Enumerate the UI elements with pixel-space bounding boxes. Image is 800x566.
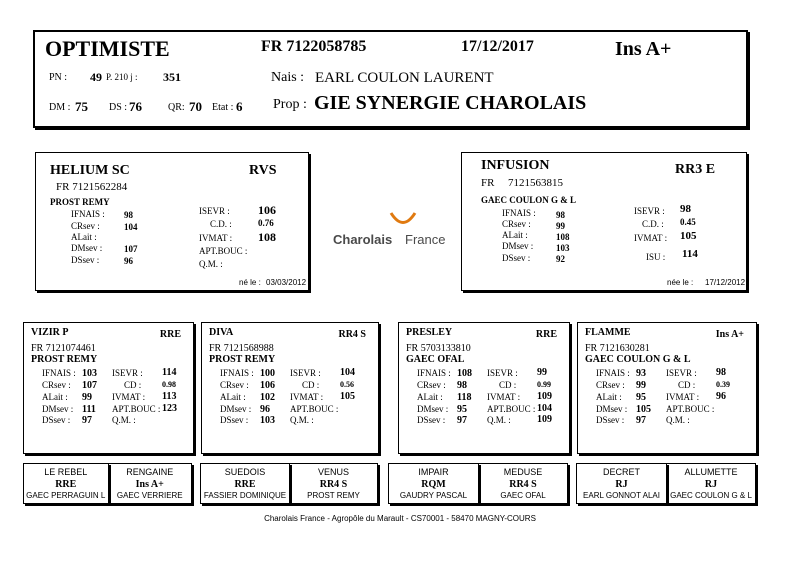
gp-cd-label: CD : bbox=[678, 380, 696, 390]
dam-cd: 0.45 bbox=[680, 217, 696, 227]
dam-born-label: née le : bbox=[667, 278, 694, 287]
dm-label: DM : bbox=[49, 102, 71, 113]
gp-ivmat: 96 bbox=[716, 391, 726, 402]
etat-label: Etat : bbox=[212, 102, 234, 113]
dam-isu-label: ISU : bbox=[646, 252, 666, 262]
gp-qm-label: Q.M. : bbox=[112, 415, 136, 425]
gp-aptbouc-label: APT.BOUC : bbox=[487, 404, 536, 414]
gp-alait: 102 bbox=[260, 392, 275, 403]
gp-dmsev-label: DMsev : bbox=[220, 404, 252, 414]
gp-crsev-label: CRsev : bbox=[42, 380, 71, 390]
gp-alait: 118 bbox=[457, 392, 472, 403]
main-animal-card bbox=[33, 30, 748, 128]
ancestor-name: SUEDOIS bbox=[224, 467, 266, 477]
sire-card bbox=[35, 152, 309, 291]
gp-isevr-label: ISEVR : bbox=[666, 368, 697, 378]
gp-aptbouc: 123 bbox=[162, 403, 177, 414]
sire-ivmat: 108 bbox=[258, 230, 276, 244]
sire-ifnais: 98 bbox=[124, 210, 133, 220]
pn-label: PN : bbox=[49, 72, 68, 83]
gp-alait: 95 bbox=[636, 392, 646, 403]
gp-ivmat-label: IVMAT : bbox=[666, 392, 700, 402]
animal-grade: Ins A+ bbox=[615, 38, 672, 60]
gp-id: FR 7121074461 bbox=[31, 343, 96, 354]
ancestor-breeder: GAUDRY PASCAL bbox=[399, 491, 468, 500]
dam-ivmat-label: IVMAT : bbox=[634, 233, 668, 243]
dam-alait: 108 bbox=[556, 232, 570, 242]
gp-dmsev: 96 bbox=[260, 404, 270, 415]
ancestor-grade: RQM bbox=[421, 479, 446, 490]
gp-dmsev-label: DMsev : bbox=[596, 404, 628, 414]
ancestor-grade: RJ bbox=[615, 479, 628, 490]
gp-id: FR 7121568988 bbox=[209, 343, 274, 354]
p210-value: 351 bbox=[163, 70, 181, 84]
grandsire-paternal-card bbox=[23, 322, 194, 454]
granddam-paternal-card bbox=[201, 322, 379, 454]
gp-crsev-label: CRsev : bbox=[417, 380, 446, 390]
gp-breeder: PROST REMY bbox=[209, 354, 276, 365]
gp-ifnais: 108 bbox=[457, 368, 472, 379]
ancestor-cell bbox=[289, 463, 378, 504]
ancestor-grade: RR4 S bbox=[319, 479, 348, 490]
dam-ifnais-label: IFNAIS : bbox=[502, 208, 536, 218]
gp-cd-label: CD : bbox=[499, 380, 517, 390]
qr-label: QR: bbox=[168, 102, 185, 113]
logo-swoosh-icon bbox=[388, 210, 418, 232]
ancestor-cell bbox=[666, 463, 756, 504]
ancestor-cell bbox=[478, 463, 568, 504]
gp-dmsev-label: DMsev : bbox=[42, 404, 74, 414]
gp-name: VIZIR P bbox=[31, 327, 69, 338]
logo-text-left: Charolais bbox=[333, 232, 393, 247]
gp-dmsev: 95 bbox=[457, 404, 467, 415]
gp-dmsev-label: DMsev : bbox=[417, 404, 449, 414]
grandsire-maternal-card bbox=[398, 322, 570, 454]
sire-ivmat-label: IVMAT : bbox=[199, 233, 233, 243]
dam-cd-label: C.D. : bbox=[642, 219, 664, 229]
ancestor-name: ALLUMETTE bbox=[684, 467, 738, 477]
granddam-maternal-card bbox=[577, 322, 757, 454]
prop-label: Prop : bbox=[273, 97, 307, 112]
gp-ivmat: 109 bbox=[537, 391, 552, 402]
ancestor-grade: Ins A+ bbox=[135, 479, 164, 490]
gp-ifnais: 103 bbox=[82, 368, 97, 379]
sire-breeder: PROST REMY bbox=[50, 197, 110, 207]
qr-value: 70 bbox=[189, 99, 202, 114]
gp-ifnais: 100 bbox=[260, 368, 275, 379]
sire-dssev-label: DSsev : bbox=[71, 255, 100, 265]
gp-cd: 0.99 bbox=[537, 380, 551, 389]
sire-alait-label: ALait : bbox=[71, 232, 97, 242]
dam-isevr-label: ISEVR : bbox=[634, 206, 665, 216]
gp-qm-label: Q.M. : bbox=[666, 415, 690, 425]
logo-text-right: France bbox=[405, 232, 446, 247]
animal-date: 17/12/2017 bbox=[461, 38, 534, 55]
ancestor-breeder: PROST REMY bbox=[307, 491, 360, 500]
sire-dssev: 96 bbox=[124, 256, 133, 266]
sire-dmsev: 107 bbox=[124, 244, 138, 254]
dam-alait-label: ALait : bbox=[502, 230, 528, 240]
sire-grade: RVS bbox=[249, 163, 277, 178]
gp-cd-label: CD : bbox=[124, 380, 142, 390]
gp-dssev: 103 bbox=[260, 415, 275, 426]
gp-ivmat-label: IVMAT : bbox=[487, 392, 521, 402]
sire-crsev: 104 bbox=[124, 222, 138, 232]
gp-alait-label: ALait : bbox=[417, 392, 443, 402]
gp-breeder: PROST REMY bbox=[31, 354, 98, 365]
gp-grade: Ins A+ bbox=[715, 329, 744, 340]
ancestor-cell bbox=[23, 463, 109, 504]
gp-id: FR 5703133810 bbox=[406, 343, 471, 354]
footer-address: Charolais France - Agropôle du Marault - CS70001 - 58470 MAGNY-COURS bbox=[264, 514, 536, 523]
ds-label: DS : bbox=[109, 102, 128, 113]
dam-isevr: 98 bbox=[680, 203, 691, 215]
ancestor-grade: RR4 S bbox=[509, 479, 537, 490]
ancestor-cell bbox=[200, 463, 290, 504]
gp-dmsev: 105 bbox=[636, 404, 651, 415]
gp-isevr-label: ISEVR : bbox=[290, 368, 321, 378]
sire-isevr: 106 bbox=[258, 203, 276, 217]
ancestor-breeder: FASSIER DOMINIQUE bbox=[203, 491, 287, 500]
ancestor-grade: RRE bbox=[55, 479, 77, 490]
sire-isevr-label: ISEVR : bbox=[199, 206, 230, 216]
gp-isevr-label: ISEVR : bbox=[487, 368, 518, 378]
gp-ifnais-label: IFNAIS : bbox=[596, 368, 630, 378]
dam-dssev: 92 bbox=[556, 254, 565, 264]
ancestor-name: VENUS bbox=[317, 467, 349, 477]
ds-value: 76 bbox=[129, 99, 142, 114]
sire-born: 03/03/2012 bbox=[266, 278, 307, 287]
dam-name: INFUSION bbox=[481, 158, 550, 173]
p210-label: P. 210 j : bbox=[106, 72, 138, 82]
ancestor-breeder: GAEC PERRAGUIN L bbox=[26, 491, 106, 500]
dam-born: 17/12/2012 bbox=[705, 278, 746, 287]
gp-isevr: 114 bbox=[162, 367, 177, 378]
sire-name: HELIUM SC bbox=[50, 163, 130, 178]
dam-id: 7121563815 bbox=[508, 177, 563, 189]
gp-isevr: 99 bbox=[537, 367, 547, 378]
animal-name: OPTIMISTE bbox=[45, 36, 170, 61]
ancestor-breeder: EARL GONNOT ALAI bbox=[583, 491, 660, 500]
gp-qm-label: Q.M. : bbox=[290, 415, 314, 425]
gp-dssev-label: DSsev : bbox=[596, 415, 625, 425]
gp-crsev: 106 bbox=[260, 380, 275, 391]
gp-cd: 0.98 bbox=[162, 380, 176, 389]
ancestor-grade: RRE bbox=[234, 479, 256, 490]
nais-label: Nais : bbox=[271, 70, 305, 85]
ancestor-name: DECRET bbox=[602, 467, 640, 477]
dam-id-prefix: FR bbox=[481, 177, 495, 189]
gp-alait-label: ALait : bbox=[42, 392, 68, 402]
sire-born-label: né le : bbox=[239, 278, 261, 287]
gp-qm-label: Q.M. : bbox=[487, 415, 511, 425]
ancestor-name: LE REBEL bbox=[44, 467, 88, 477]
gp-name: PRESLEY bbox=[406, 327, 453, 338]
gp-id: FR 7121630281 bbox=[585, 343, 650, 354]
dam-crsev-label: CRsev : bbox=[502, 219, 531, 229]
gp-crsev: 99 bbox=[636, 380, 646, 391]
charolais-france-logo bbox=[330, 210, 450, 250]
dam-dmsev-label: DMsev : bbox=[502, 241, 534, 251]
sire-apt-label: APT.BOUC : bbox=[199, 246, 248, 256]
gp-aptbouc: 104 bbox=[537, 403, 552, 414]
dam-breeder: GAEC COULON G & L bbox=[481, 195, 577, 205]
dam-ifnais: 98 bbox=[556, 210, 565, 220]
ancestor-cell bbox=[108, 463, 193, 504]
gp-grade: RR4 S bbox=[338, 329, 366, 340]
gp-crsev-label: CRsev : bbox=[596, 380, 625, 390]
gp-ivmat-label: IVMAT : bbox=[112, 392, 146, 402]
gp-crsev: 98 bbox=[457, 380, 467, 391]
gp-ivmat: 113 bbox=[162, 391, 177, 402]
gp-alait-label: ALait : bbox=[596, 392, 622, 402]
sire-crsev-label: CRsev : bbox=[71, 221, 100, 231]
gp-aptbouc-label: APT.BOUC : bbox=[666, 404, 715, 414]
ancestor-name: IMPAIR bbox=[418, 467, 449, 477]
nais-value: EARL COULON LAURENT bbox=[315, 70, 494, 86]
gp-grade: RRE bbox=[535, 329, 557, 340]
pn-value: 49 bbox=[90, 70, 102, 84]
gp-grade: RRE bbox=[159, 329, 181, 340]
gp-dssev-label: DSsev : bbox=[220, 415, 249, 425]
sire-cd-label: C.D. : bbox=[210, 219, 232, 229]
prop-value: GIE SYNERGIE CHAROLAIS bbox=[314, 92, 587, 114]
sire-ifnais-label: IFNAIS : bbox=[71, 209, 105, 219]
gp-dssev: 97 bbox=[82, 415, 92, 426]
gp-ifnais-label: IFNAIS : bbox=[417, 368, 451, 378]
ancestor-grade: RJ bbox=[704, 479, 718, 490]
gp-ifnais-label: IFNAIS : bbox=[220, 368, 254, 378]
gp-dssev: 97 bbox=[457, 415, 467, 426]
gp-dssev-label: DSsev : bbox=[42, 415, 71, 425]
ancestor-breeder: GAEC COULON G & L bbox=[670, 491, 752, 500]
ancestor-breeder: GAEC OFAL bbox=[500, 491, 546, 500]
gp-isevr: 104 bbox=[340, 367, 355, 378]
sire-cd: 0.76 bbox=[258, 218, 274, 228]
gp-crsev-label: CRsev : bbox=[220, 380, 249, 390]
animal-id: FR 7122058785 bbox=[261, 38, 367, 55]
gp-ifnais-label: IFNAIS : bbox=[42, 368, 76, 378]
gp-qm: 109 bbox=[537, 414, 552, 425]
gp-cd: 0.39 bbox=[716, 380, 730, 389]
gp-isevr: 98 bbox=[716, 367, 726, 378]
dam-dssev-label: DSsev : bbox=[502, 253, 531, 263]
dam-grade: RR3 E bbox=[675, 162, 716, 177]
gp-cd-label: CD : bbox=[302, 380, 320, 390]
dm-value: 75 bbox=[75, 99, 88, 114]
gp-breeder: GAEC COULON G & L bbox=[585, 354, 691, 365]
etat-value: 6 bbox=[236, 99, 243, 114]
dam-crsev: 99 bbox=[556, 221, 565, 231]
gp-aptbouc-label: APT.BOUC : bbox=[290, 404, 339, 414]
sire-dmsev-label: DMsev : bbox=[71, 243, 103, 253]
sire-qm-label: Q.M. : bbox=[199, 259, 223, 269]
gp-ivmat: 105 bbox=[340, 391, 355, 402]
gp-name: FLAMME bbox=[585, 327, 631, 338]
dam-isu: 114 bbox=[682, 248, 698, 260]
gp-dssev: 97 bbox=[636, 415, 646, 426]
gp-name: DIVA bbox=[209, 327, 234, 338]
gp-aptbouc-label: APT.BOUC : bbox=[112, 404, 161, 414]
gp-dssev-label: DSsev : bbox=[417, 415, 446, 425]
gp-breeder: GAEC OFAL bbox=[406, 354, 465, 365]
ancestor-breeder: GAEC VERRIERE bbox=[116, 491, 183, 500]
gp-isevr-label: ISEVR : bbox=[112, 368, 143, 378]
ancestor-name: MEDUSE bbox=[503, 467, 543, 477]
dam-card bbox=[461, 152, 747, 291]
gp-ivmat-label: IVMAT : bbox=[290, 392, 324, 402]
ancestor-cell bbox=[576, 463, 667, 504]
ancestor-name: RENGAINE bbox=[126, 467, 174, 477]
gp-alait-label: ALait : bbox=[220, 392, 246, 402]
dam-dmsev: 103 bbox=[556, 243, 570, 253]
ancestor-cell bbox=[388, 463, 479, 504]
sire-id: FR 7121562284 bbox=[56, 181, 128, 193]
gp-dmsev: 111 bbox=[82, 404, 96, 415]
gp-crsev: 107 bbox=[82, 380, 97, 391]
gp-alait: 99 bbox=[82, 392, 92, 403]
gp-ifnais: 93 bbox=[636, 368, 646, 379]
dam-ivmat: 105 bbox=[680, 230, 697, 242]
gp-cd: 0.56 bbox=[340, 380, 354, 389]
